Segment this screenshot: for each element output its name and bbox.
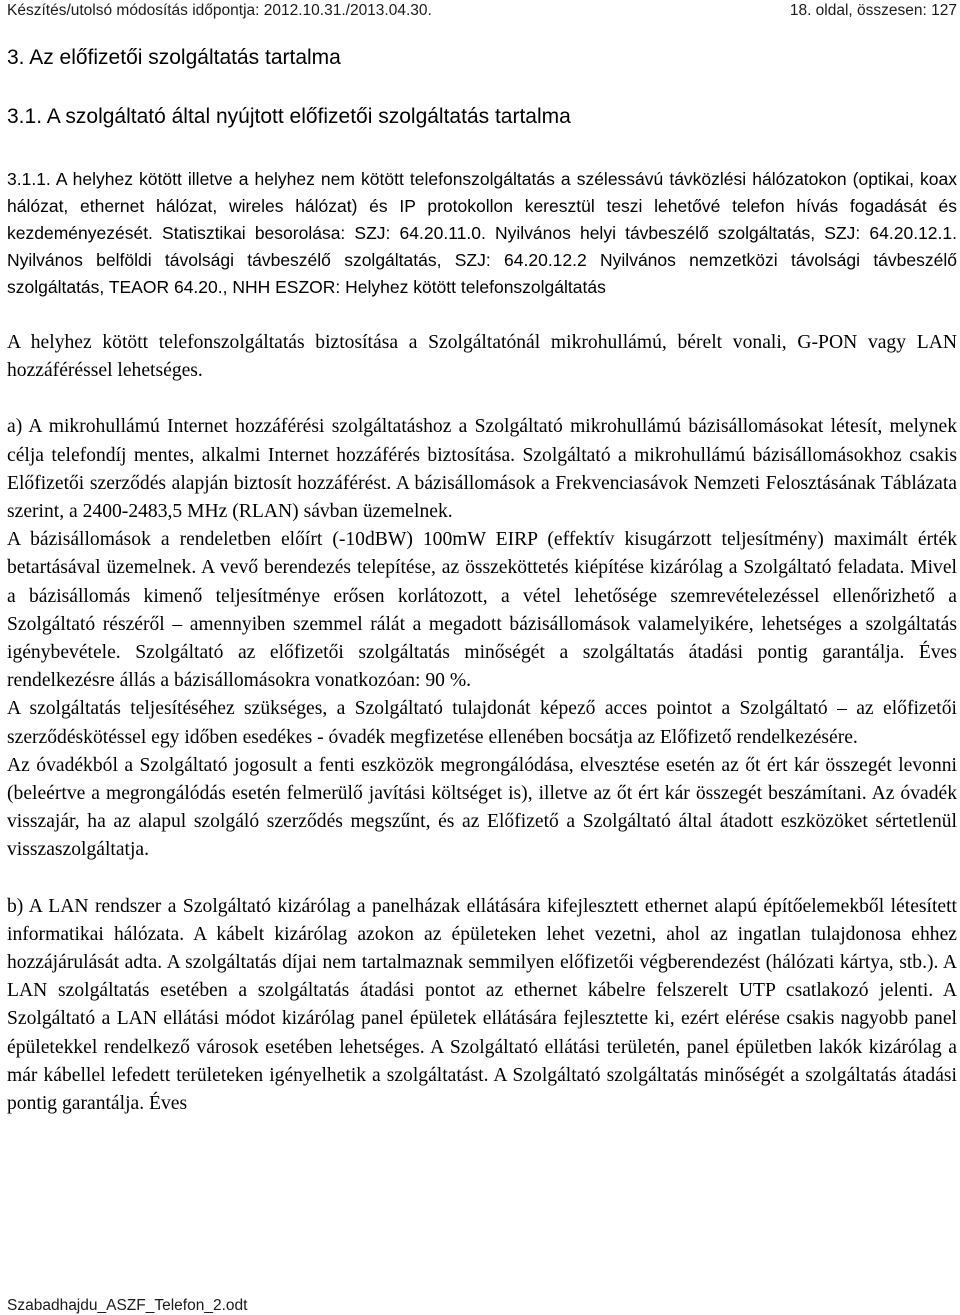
page-counter: 18. oldal, összesen: 127 [789,2,957,19]
paragraph-lan: b) A LAN rendszer a Szolgáltató kizárólag a panelházak ellátására kifejlesztett ethernet alapú építőelemekből létesített informatikai hálózata. A kábelt kizárólag azokon az épületeken lehet vezetni, ahol az ingatlan tulajdonosa ehhez hozzájárulását adta. A szolgáltatás díjai nem tartalmaznak semmilyen előfizetői végberendezést (hálózati kártya, stb.). A LAN szolgáltatás esetében a szolgáltatás átadási pontot az ethernet kábelre felszerelt UTP csatlakozó jelenti. A Szolgáltató a LAN ellátási módot kizárólag panel épületek ellátására fejlesztette ki, ezért elérése csakis nagyobb panel épületekkel rendelkező városok esetében lehetséges. A Szolgáltató ellátási területén, panel épületben lakók kizárólag a már kábellel lefedett területeken igényelhetik a szolgáltatást. A Szolgáltató szolgáltatás minőségét a szolgáltatás átadási pontig garantálja. Éves [7,895,957,1115]
intro-paragraph: 3.1.1. A helyhez kötött illetve a helyhez nem kötött telefonszolgáltatás a szélessávú távközlési hálózatokon (optikai, koax hálózat, ethernet hálózat, wireles hálózat) és IP protokollon keresztül teszi lehetővé telefon hívás fogadását és kezdeményezését. Statisztikai besorolása: SZJ: 64.20.11.0. Nyilvános helyi távbeszélő szolgáltatás, SZJ: 64.20.12.1. Nyilvános belföldi távolsági távbeszélő szolgáltatás, SZJ: 64.20.12.2 Nyilvános nemzetközi távolsági távbeszélő szolgáltatás, TEAOR 64.20., NHH ESZOR: Helyhez kötött telefonszolgáltatás [7,169,957,297]
document-page [7,0,957,1315]
paragraph-base-stations: A bázisállomások a rendeletben előírt (-10dBW) 100mW EIRP (effektív kisugárzott teljesítmény) maximált érték betartásával üzemelnek. A vevő berendezés telepítése, az összeköttetés kiépítése kizárólag a Szolgáltató feladata. Mivel a bázisállomás kimenő teljesítménye erősen korlátozott, a vétel lehetősége szemrevételezéssel ellenőrizhető a Szolgáltató részéről – amennyiben szemmel rálát a megadott bázisállomások valamelyikére, lehetséges a szolgáltatás igénybevétele. Szolgáltató az előfizetői szolgáltatás minőségét a szolgáltatás átadási pontig garantálja. Éves rendelkezésre állás a bázisállomásokra vonatkozóan: 90 %. [7,529,957,692]
subsection-title: 3.1. A szolgáltató által nyújtott előfizetői szolgáltatás tartalma [7,105,571,128]
paragraph-access-point: A szolgáltatás teljesítéséhez szükséges, a Szolgáltató tulajdonát képező acces pointot a Szolgáltató – az előfizetői szerződéskötéssel egy időben esedékes - óvadék megfizetése ellenében bocsátja az Előfizető rendelkezésére. [7,698,957,748]
paragraph-spacer [7,301,957,329]
paragraph-deposit: Az óvadékból a Szolgáltató jogosult a fenti eszközök megrongálódása, elvesztése esetén az őt ért kár összegét levonni (beleértve a megrongálódás esetén felmerülő javítási költséget is), illetve az őt ért kár összegét beszámítani. Az óvadék visszajár, ha az alapul szolgáló szerződés megszűnt, és az Előfizető a Szolgáltató által átadott eszközöket sértetlenül visszaszolgáltatja. [7,754,957,861]
page-footer: Szabadhajdu_ASZF_Telefon_2.odt [7,1297,251,1315]
document-body [7,166,957,1118]
modification-date: Készítés/utolsó módosítás időpontja: 2012.10.31./2013.04.30. [7,2,432,19]
paragraph-spacer [7,865,957,893]
paragraph-access-methods: A helyhez kötött telefonszolgáltatás biztosítása a Szolgáltatónál mikrohullámú, bérelt vonali, G-PON vagy LAN hozzáféréssel lehetséges. [7,332,957,382]
paragraph-microwave: a) A mikrohullámú Internet hozzáférési szolgáltatáshoz a Szolgáltató mikrohullámú bázisállomásokat létesít, melynek célja telefondíj mentes, alkalmi Internet hozzáférés biztosítása. Szolgáltató a mikrohullámú bázisállomásokhoz csakis Előfizetői szerződés alapján biztosít hozzáférést. A bázisállomások a Frekvenciasávok Nemzeti Felosztásának Táblázata szerint, a 2400-2483,5 MHz (RLAN) sávban üzemelnek. [7,416,957,523]
paragraph-spacer [7,385,957,413]
page-header [7,2,957,26]
section-title: 3. Az előfizetői szolgáltatás tartalma [7,46,341,69]
